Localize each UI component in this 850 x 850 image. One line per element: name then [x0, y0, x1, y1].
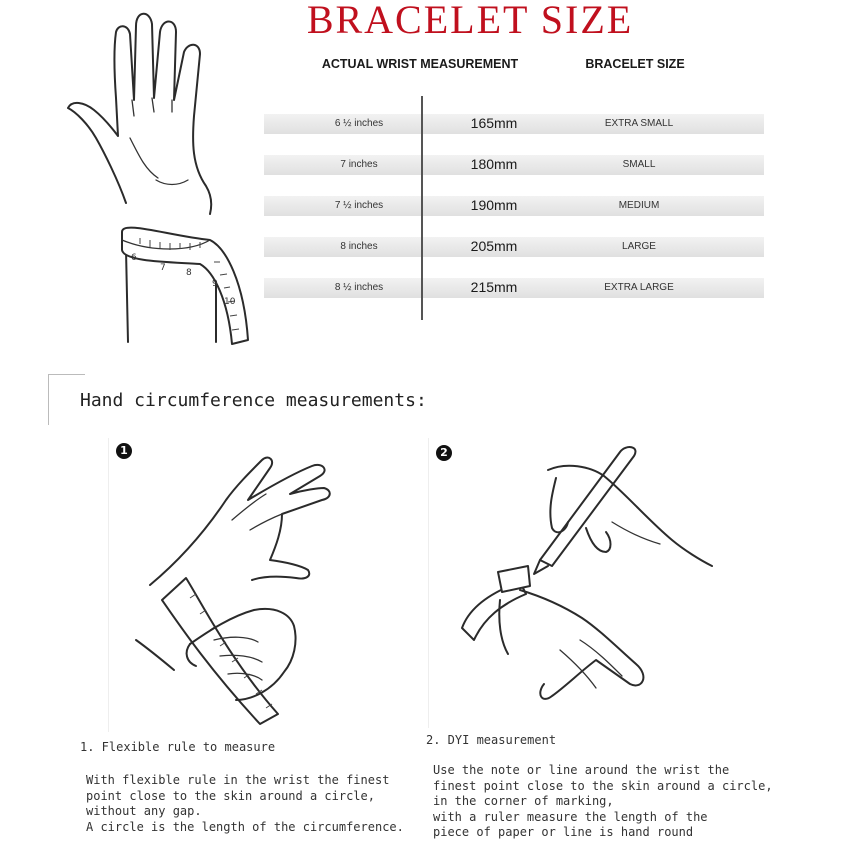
cell-inches: 8 ½ inches [334, 282, 384, 293]
cell-size: MEDIUM [618, 200, 660, 211]
measuring-tape [122, 228, 248, 344]
hand-outline [68, 14, 216, 342]
pen [534, 447, 635, 574]
table-row [264, 155, 764, 175]
table-row [264, 237, 764, 257]
step-1-badge: 1 [116, 443, 132, 459]
cell-size: EXTRA LARGE [604, 282, 674, 293]
cell-inches: 6 ½ inches [334, 118, 384, 129]
cell-mm: 215mm [470, 279, 518, 295]
caption-line: Use the note or line around the wrist the [433, 763, 730, 777]
cell-inches: 7 inches [340, 159, 378, 170]
wrist-hand-outline [136, 458, 330, 670]
page-title: BRACELET SIZE [306, 0, 634, 42]
cell-mm: 180mm [470, 156, 518, 172]
cell-size: LARGE [622, 241, 656, 252]
caption-line: with a ruler measure the length of the [433, 809, 708, 824]
flexible-rule-illustration [108, 438, 408, 733]
cell-inches: 7 ½ inches [334, 200, 384, 211]
caption-line: finest point close to the skin around a circle, [433, 778, 773, 793]
caption-line: piece of paper or line is hand round [433, 825, 694, 839]
tape-number: 8 [186, 268, 192, 278]
cell-size: SMALL [622, 159, 656, 170]
caption-line: in the corner of marking, [433, 794, 614, 808]
table-row [264, 196, 764, 216]
table-row [264, 114, 764, 134]
table-row [264, 278, 764, 298]
caption-line: without any gap. [86, 804, 202, 818]
cell-mm: 190mm [470, 197, 518, 213]
caption-line: With flexible rule in the wrist the finest [86, 773, 390, 787]
tape-measure-1 [162, 578, 278, 724]
caption-line: point close to the skin around a circle, [86, 788, 375, 803]
cell-mm: 165mm [470, 115, 518, 131]
caption-line: A circle is the length of the circumference. [86, 819, 404, 834]
step-2-badge: 2 [436, 445, 452, 461]
lower-hand [499, 590, 643, 699]
cell-inches: 8 inches [340, 241, 378, 252]
table-column-divider [421, 96, 423, 320]
step-1-caption-body [86, 773, 404, 835]
cell-size: EXTRA SMALL [604, 118, 674, 129]
tape-number: 6 [131, 253, 137, 263]
column-header-wrist: ACTUAL WRIST MEASUREMENT [321, 57, 519, 71]
step-2-caption-title: 2. DYI measurement [426, 733, 557, 747]
tape-number: 9 [212, 279, 218, 289]
hand-measuring-illustration [55, 5, 265, 355]
tape-number: 10 [224, 297, 236, 307]
paper-strip [462, 566, 530, 640]
column-header-bracelet-size: BRACELET SIZE [585, 57, 685, 71]
cell-mm: 205mm [470, 238, 518, 254]
section-heading: Hand circumference measurements: [80, 390, 427, 411]
step-1-caption-title: 1. Flexible rule to measure [80, 740, 276, 754]
dyi-measurement-illustration [428, 438, 728, 728]
step-2-caption-body [433, 763, 773, 841]
tape-number: 7 [160, 263, 166, 273]
